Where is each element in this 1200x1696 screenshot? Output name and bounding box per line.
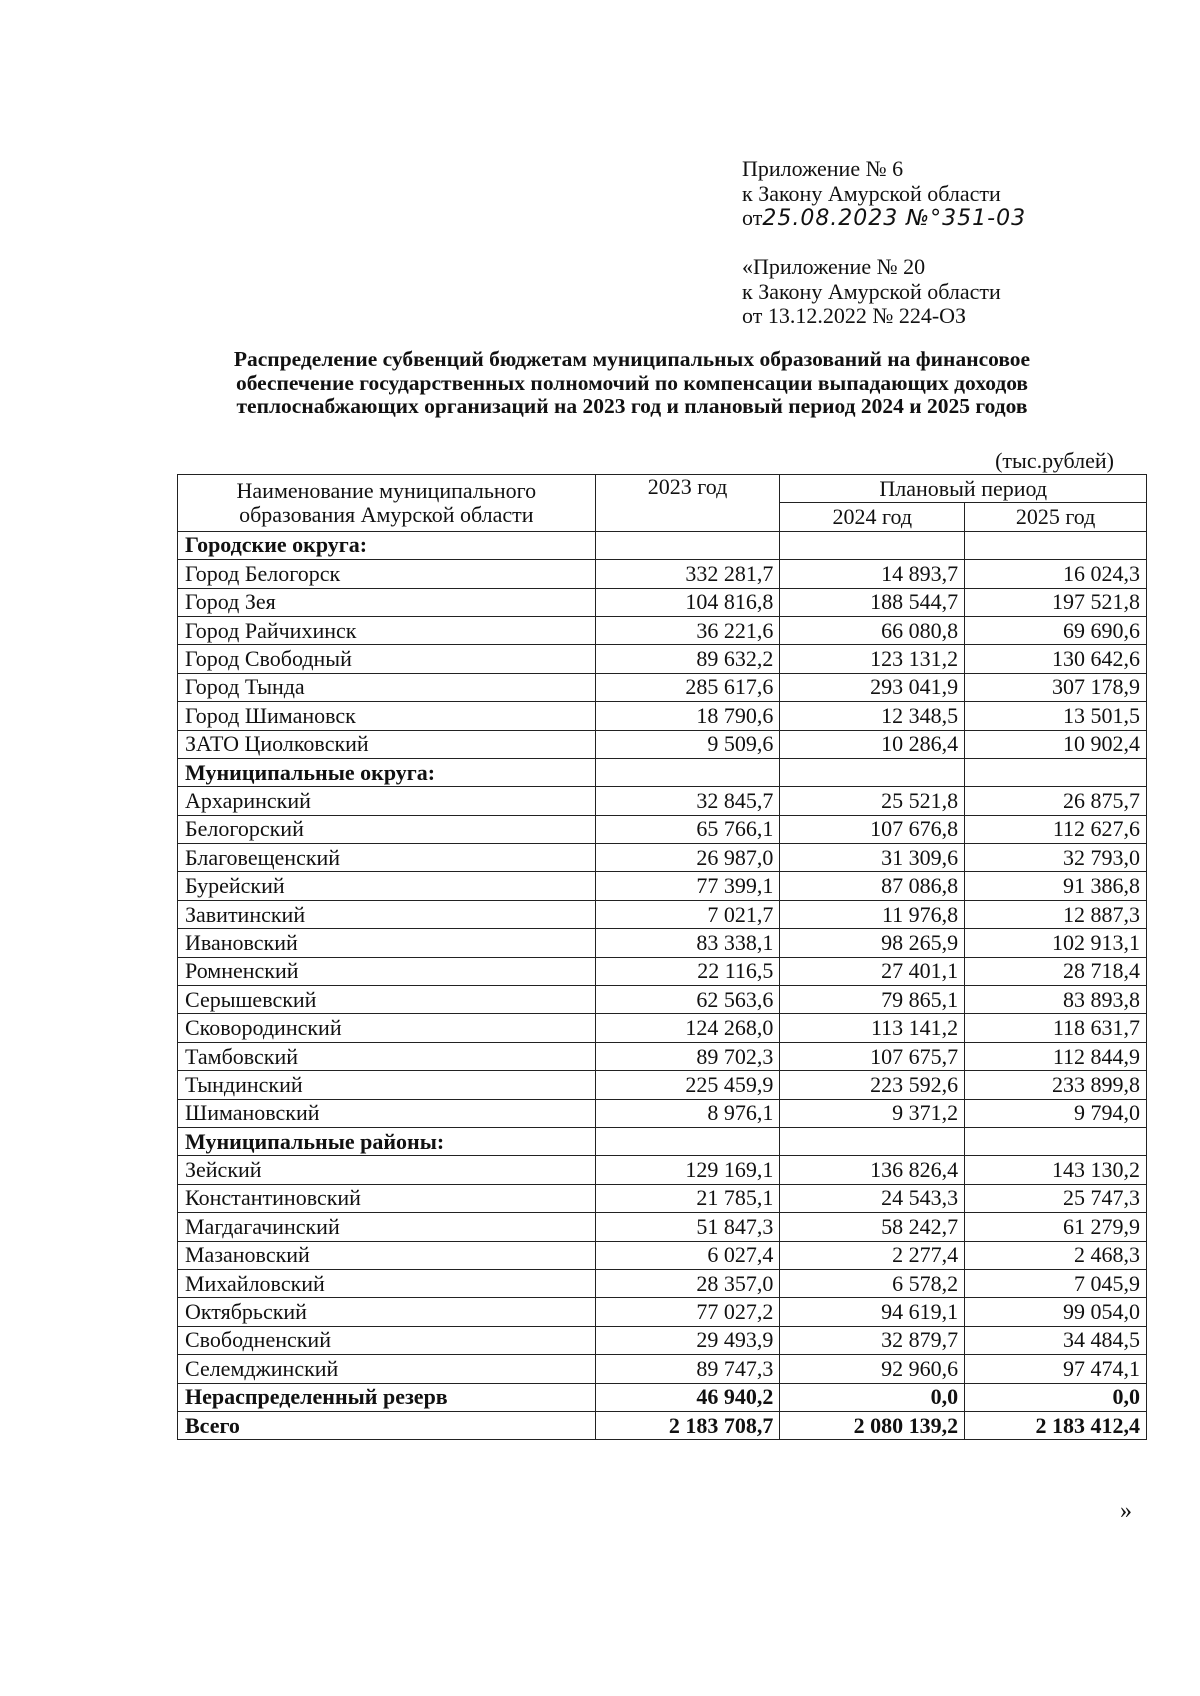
- value-2023-cell: 89 702,3: [595, 1042, 780, 1070]
- value-2023-cell: 6 027,4: [595, 1241, 780, 1269]
- table-row: [178, 560, 1147, 588]
- value-2024-cell: [780, 1127, 965, 1155]
- table-row: [178, 1184, 1147, 1212]
- title-line: Распределение субвенций бюджетам муниципальных образований на финансовое: [233, 347, 1031, 371]
- value-2024-cell: 10 286,4: [780, 730, 965, 758]
- header-2023: 2023 год: [595, 475, 780, 532]
- appendix-6-date: [742, 206, 1026, 232]
- table-row: [178, 673, 1147, 701]
- header-plan-period: Плановый период: [780, 475, 1147, 503]
- value-2025-cell: 28 718,4: [965, 957, 1147, 985]
- table-row: [178, 929, 1147, 957]
- value-2025-cell: 26 875,7: [965, 787, 1147, 815]
- table-body: [178, 531, 1147, 1440]
- municipality-cell: Селемджинский: [178, 1355, 596, 1383]
- value-2025-cell: [965, 758, 1147, 786]
- value-2025-cell: 130 642,6: [965, 645, 1147, 673]
- value-2025-cell: 112 844,9: [965, 1042, 1147, 1070]
- value-2024-cell: 293 041,9: [780, 673, 965, 701]
- table-row: [178, 1071, 1147, 1099]
- units-label: (тыс.рублей): [995, 448, 1114, 473]
- value-2023-cell: [595, 531, 780, 559]
- municipality-cell: Константиновский: [178, 1184, 596, 1212]
- appendix-6-header: [742, 157, 1026, 232]
- table-row: [178, 957, 1147, 985]
- value-2024-cell: 79 865,1: [780, 986, 965, 1014]
- value-2024-cell: 32 879,7: [780, 1326, 965, 1354]
- table-row: [178, 844, 1147, 872]
- value-2024-cell: 24 543,3: [780, 1184, 965, 1212]
- value-2024-cell: [780, 758, 965, 786]
- appendix-20-law: к Закону Амурской области: [742, 278, 1001, 304]
- municipality-cell: Город Тында: [178, 673, 596, 701]
- municipality-cell: Сковородинский: [178, 1014, 596, 1042]
- value-2023-cell: 77 399,1: [595, 872, 780, 900]
- header-2025: 2025 год: [965, 503, 1147, 531]
- value-2025-cell: 0,0: [965, 1383, 1147, 1411]
- value-2025-cell: [965, 1127, 1147, 1155]
- subvention-table: [177, 474, 1147, 1440]
- value-2023-cell: 36 221,6: [595, 616, 780, 644]
- table-row: [178, 986, 1147, 1014]
- value-2024-cell: 66 080,8: [780, 616, 965, 644]
- value-2023-cell: 32 845,7: [595, 787, 780, 815]
- value-2025-cell: 25 747,3: [965, 1184, 1147, 1212]
- municipality-cell: Зейский: [178, 1156, 596, 1184]
- appendix-6-date-prefix: от: [742, 205, 763, 230]
- value-2025-cell: 143 130,2: [965, 1156, 1147, 1184]
- value-2023-cell: 83 338,1: [595, 929, 780, 957]
- municipality-cell: Нераспределенный резерв: [178, 1383, 596, 1411]
- value-2025-cell: 7 045,9: [965, 1269, 1147, 1297]
- value-2023-cell: 46 940,2: [595, 1383, 780, 1411]
- value-2024-cell: 2 080 139,2: [780, 1411, 965, 1439]
- value-2025-cell: 233 899,8: [965, 1071, 1147, 1099]
- municipality-cell: Мазановский: [178, 1241, 596, 1269]
- table-row: [178, 1213, 1147, 1241]
- municipality-cell: Ромненский: [178, 957, 596, 985]
- table-row: [178, 815, 1147, 843]
- value-2025-cell: 13 501,5: [965, 702, 1147, 730]
- value-2025-cell: 197 521,8: [965, 588, 1147, 616]
- municipality-cell: Бурейский: [178, 872, 596, 900]
- appendix-20-header: [742, 255, 1001, 329]
- section-row: [178, 758, 1147, 786]
- municipality-cell: ЗАТО Циолковский: [178, 730, 596, 758]
- value-2023-cell: 8 976,1: [595, 1099, 780, 1127]
- total-row: [178, 1411, 1147, 1439]
- municipality-cell: Муниципальные округа:: [178, 758, 596, 786]
- value-2025-cell: 32 793,0: [965, 844, 1147, 872]
- value-2023-cell: 29 493,9: [595, 1326, 780, 1354]
- value-2025-cell: 99 054,0: [965, 1298, 1147, 1326]
- value-2023-cell: 332 281,7: [595, 560, 780, 588]
- value-2025-cell: 69 690,6: [965, 616, 1147, 644]
- section-row: [178, 1127, 1147, 1155]
- value-2025-cell: 9 794,0: [965, 1099, 1147, 1127]
- appendix-20-title: «Приложение № 20: [742, 254, 926, 279]
- municipality-cell: Магдагачинский: [178, 1213, 596, 1241]
- value-2024-cell: 92 960,6: [780, 1355, 965, 1383]
- value-2024-cell: 58 242,7: [780, 1213, 965, 1241]
- value-2024-cell: 11 976,8: [780, 900, 965, 928]
- table-row: [178, 900, 1147, 928]
- value-2025-cell: 34 484,5: [965, 1326, 1147, 1354]
- value-2025-cell: 112 627,6: [965, 815, 1147, 843]
- value-2024-cell: 31 309,6: [780, 844, 965, 872]
- table-row: [178, 872, 1147, 900]
- value-2023-cell: 2 183 708,7: [595, 1411, 780, 1439]
- table-row: [178, 702, 1147, 730]
- value-2023-cell: 104 816,8: [595, 588, 780, 616]
- value-2025-cell: 61 279,9: [965, 1213, 1147, 1241]
- value-2023-cell: [595, 1127, 780, 1155]
- value-2025-cell: 118 631,7: [965, 1014, 1147, 1042]
- value-2024-cell: 25 521,8: [780, 787, 965, 815]
- table-row: [178, 645, 1147, 673]
- municipality-cell: Белогорский: [178, 815, 596, 843]
- municipality-cell: Свободненский: [178, 1326, 596, 1354]
- document-title: [160, 348, 1104, 419]
- value-2023-cell: 62 563,6: [595, 986, 780, 1014]
- value-2024-cell: 113 141,2: [780, 1014, 965, 1042]
- value-2024-cell: 123 131,2: [780, 645, 965, 673]
- municipality-cell: Ивановский: [178, 929, 596, 957]
- table-row: [178, 1241, 1147, 1269]
- value-2025-cell: 2 468,3: [965, 1241, 1147, 1269]
- value-2023-cell: 21 785,1: [595, 1184, 780, 1212]
- header-2024: 2024 год: [780, 503, 965, 531]
- header-municipality: [178, 475, 596, 532]
- value-2024-cell: 136 826,4: [780, 1156, 965, 1184]
- value-2025-cell: 16 024,3: [965, 560, 1147, 588]
- appendix-20-date: от 13.12.2022 № 224-ОЗ: [742, 303, 967, 328]
- value-2025-cell: 97 474,1: [965, 1355, 1147, 1383]
- table-row: [178, 1326, 1147, 1354]
- municipality-cell: Город Шимановск: [178, 702, 596, 730]
- value-2025-cell: 2 183 412,4: [965, 1411, 1147, 1439]
- value-2024-cell: 14 893,7: [780, 560, 965, 588]
- value-2025-cell: 307 178,9: [965, 673, 1147, 701]
- municipality-cell: Серышевский: [178, 986, 596, 1014]
- value-2025-cell: [965, 531, 1147, 559]
- value-2023-cell: 51 847,3: [595, 1213, 780, 1241]
- value-2025-cell: 102 913,1: [965, 929, 1147, 957]
- section-row: [178, 531, 1147, 559]
- header-municipality-line1: Наименование муниципального: [236, 477, 537, 503]
- value-2023-cell: 22 116,5: [595, 957, 780, 985]
- value-2023-cell: 18 790,6: [595, 702, 780, 730]
- table-row: [178, 787, 1147, 815]
- value-2024-cell: 188 544,7: [780, 588, 965, 616]
- municipality-cell: Городские округа:: [178, 531, 596, 559]
- value-2023-cell: [595, 758, 780, 786]
- handwritten-date-number: 25.08.2023 №°351-03: [762, 206, 1027, 231]
- value-2023-cell: 28 357,0: [595, 1269, 780, 1297]
- municipality-cell: Октябрьский: [178, 1298, 596, 1326]
- table-row: [178, 1042, 1147, 1070]
- appendix-6-title: Приложение № 6: [742, 156, 904, 181]
- value-2024-cell: 27 401,1: [780, 957, 965, 985]
- municipality-cell: Архаринский: [178, 787, 596, 815]
- value-2023-cell: 89 632,2: [595, 645, 780, 673]
- municipality-cell: Завитинский: [178, 900, 596, 928]
- value-2025-cell: 12 887,3: [965, 900, 1147, 928]
- total-row: [178, 1383, 1147, 1411]
- municipality-cell: Шимановский: [178, 1099, 596, 1127]
- value-2023-cell: 65 766,1: [595, 815, 780, 843]
- value-2024-cell: 87 086,8: [780, 872, 965, 900]
- municipality-cell: Тамбовский: [178, 1042, 596, 1070]
- table-row: [178, 1298, 1147, 1326]
- value-2024-cell: 98 265,9: [780, 929, 965, 957]
- municipality-cell: Город Райчихинск: [178, 616, 596, 644]
- municipality-cell: Город Белогорск: [178, 560, 596, 588]
- value-2023-cell: 7 021,7: [595, 900, 780, 928]
- table-row: [178, 1355, 1147, 1383]
- value-2024-cell: [780, 531, 965, 559]
- value-2024-cell: 107 676,8: [780, 815, 965, 843]
- value-2025-cell: 10 902,4: [965, 730, 1147, 758]
- value-2023-cell: 285 617,6: [595, 673, 780, 701]
- table-row: [178, 616, 1147, 644]
- value-2023-cell: 129 169,1: [595, 1156, 780, 1184]
- title-line: теплоснабжающих организаций на 2023 год и плановый период 2024 и 2025 годов: [236, 394, 1028, 418]
- title-line: обеспечение государственных полномочий по компенсации выпадающих доходов: [235, 370, 1029, 395]
- value-2024-cell: 12 348,5: [780, 702, 965, 730]
- municipality-cell: Благовещенский: [178, 844, 596, 872]
- closing-quote-mark: »: [1120, 1498, 1132, 1524]
- value-2024-cell: 107 675,7: [780, 1042, 965, 1070]
- table-row: [178, 1156, 1147, 1184]
- value-2023-cell: 124 268,0: [595, 1014, 780, 1042]
- value-2023-cell: 77 027,2: [595, 1298, 780, 1326]
- table-row: [178, 1014, 1147, 1042]
- table-row: [178, 730, 1147, 758]
- municipality-cell: Город Зея: [178, 588, 596, 616]
- table-row: [178, 588, 1147, 616]
- value-2024-cell: 6 578,2: [780, 1269, 965, 1297]
- municipality-cell: Город Свободный: [178, 645, 596, 673]
- value-2023-cell: 9 509,6: [595, 730, 780, 758]
- value-2023-cell: 225 459,9: [595, 1071, 780, 1099]
- value-2024-cell: 223 592,6: [780, 1071, 965, 1099]
- municipality-cell: Муниципальные районы:: [178, 1127, 596, 1155]
- header-municipality-line2: образования Амурской области: [239, 501, 534, 527]
- table-row: [178, 1099, 1147, 1127]
- value-2025-cell: 83 893,8: [965, 986, 1147, 1014]
- value-2024-cell: 94 619,1: [780, 1298, 965, 1326]
- value-2025-cell: 91 386,8: [965, 872, 1147, 900]
- value-2024-cell: 0,0: [780, 1383, 965, 1411]
- value-2024-cell: 9 371,2: [780, 1099, 965, 1127]
- value-2023-cell: 26 987,0: [595, 844, 780, 872]
- value-2023-cell: 89 747,3: [595, 1355, 780, 1383]
- municipality-cell: Михайловский: [178, 1269, 596, 1297]
- municipality-cell: Тындинский: [178, 1071, 596, 1099]
- value-2024-cell: 2 277,4: [780, 1241, 965, 1269]
- table-row: [178, 1269, 1147, 1297]
- municipality-cell: Всего: [178, 1411, 596, 1439]
- appendix-6-law: к Закону Амурской области: [742, 180, 1001, 206]
